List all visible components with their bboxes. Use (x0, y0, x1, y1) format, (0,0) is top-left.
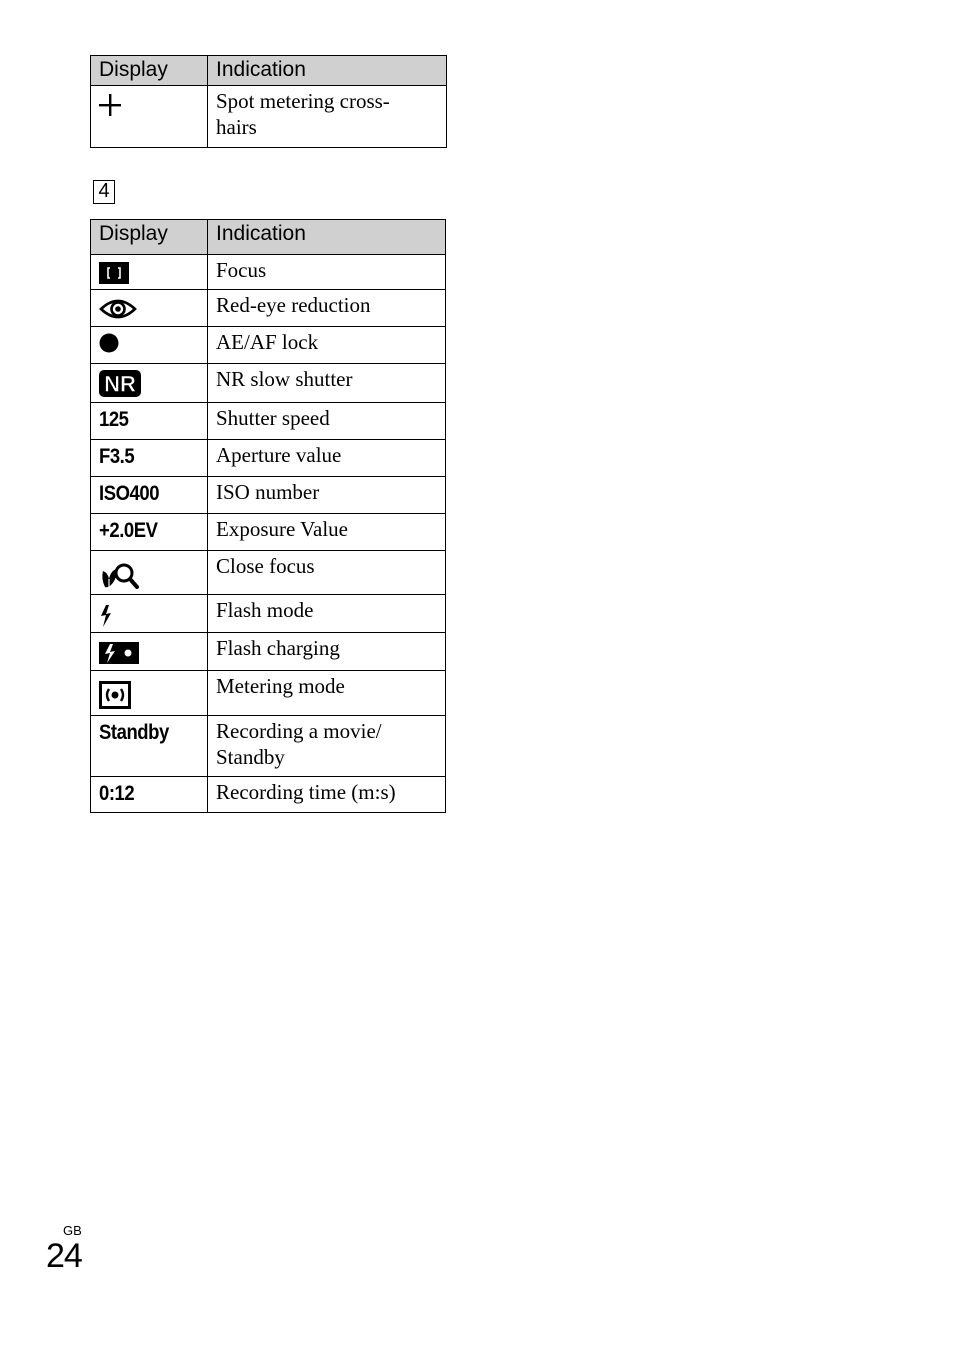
shutter-speed-readout: 125 (99, 408, 129, 431)
table-row (91, 403, 446, 440)
indication-text: Recording time (m:s) (216, 780, 396, 804)
table-row (91, 327, 446, 364)
aperture-readout: F3.5 (99, 445, 135, 468)
table-row (91, 86, 447, 148)
indication-cell (208, 633, 446, 671)
table-row (91, 290, 446, 327)
indication-text: Spot metering cross- hairs (216, 89, 390, 139)
indication-text: Metering mode (216, 674, 345, 698)
display-cell (91, 777, 208, 813)
table-row (91, 514, 446, 551)
table-row (91, 364, 446, 403)
column-header-indication: Indication (208, 220, 446, 255)
indication-text: Recording a movie/ Standby (216, 719, 382, 769)
indication-cell (208, 403, 446, 440)
table-header-row (91, 56, 447, 86)
spot-metering-crosshairs-icon (99, 94, 121, 116)
indication-cell (208, 327, 446, 364)
indication-cell (208, 255, 446, 290)
table-row (91, 716, 446, 777)
display-indication-table-2 (90, 219, 446, 813)
display-cell (91, 403, 208, 440)
focus-frame-icon (99, 262, 129, 284)
flash-mode-icon (99, 605, 113, 627)
display-cell (91, 716, 208, 777)
close-focus-icon (99, 561, 139, 589)
svg-text:NR: NR (104, 371, 136, 397)
indication-text: Shutter speed (216, 406, 330, 430)
display-cell (91, 255, 208, 290)
indication-text: Flash mode (216, 598, 314, 622)
display-cell (91, 290, 208, 327)
indication-text: Red-eye reduction (216, 293, 371, 317)
nr-slow-shutter-icon (99, 370, 141, 397)
display-cell (91, 514, 208, 551)
column-header-display: Display (91, 220, 208, 255)
table-header-row (91, 220, 446, 255)
indication-cell (208, 671, 446, 716)
indication-cell (208, 595, 446, 633)
indication-cell (208, 290, 446, 327)
exposure-value-readout: +2.0EV (99, 519, 158, 542)
metering-mode-icon (99, 681, 131, 709)
table-row (91, 777, 446, 813)
recording-time-readout: 0:12 (99, 782, 135, 805)
display-cell (91, 440, 208, 477)
table-row (91, 595, 446, 633)
indication-cell (208, 551, 446, 595)
page-number: 24 (46, 1237, 82, 1275)
display-cell (91, 364, 208, 403)
indication-cell (208, 477, 446, 514)
table-row (91, 477, 446, 514)
iso-readout: ISO400 (99, 482, 160, 505)
table-row (91, 255, 446, 290)
flash-charging-icon (99, 642, 139, 664)
display-cell (91, 327, 208, 364)
indication-text: AE/AF lock (216, 330, 319, 354)
display-cell (91, 551, 208, 595)
page-region-label: GB (63, 1223, 82, 1238)
indication-cell (208, 440, 446, 477)
indication-text: ISO number (216, 480, 320, 504)
table-row (91, 440, 446, 477)
table-row (91, 551, 446, 595)
recording-status-readout: Standby (99, 721, 169, 744)
table-row (91, 671, 446, 716)
indication-text: Flash charging (216, 636, 340, 660)
column-header-indication: Indication (208, 56, 447, 86)
red-eye-reduction-icon (99, 297, 137, 321)
ae-af-lock-icon (99, 333, 121, 355)
indication-text: NR slow shutter (216, 367, 353, 391)
column-header-display: Display (91, 56, 208, 86)
display-cell (91, 633, 208, 671)
display-cell (91, 477, 208, 514)
indication-cell (208, 86, 447, 148)
indication-text: Focus (216, 258, 267, 282)
table-row (91, 633, 446, 671)
indication-cell (208, 364, 446, 403)
indication-text: Exposure Value (216, 517, 348, 541)
indication-cell (208, 514, 446, 551)
display-cell (91, 671, 208, 716)
indication-cell (208, 777, 446, 813)
display-indication-table-1 (90, 55, 447, 148)
indication-cell (208, 716, 446, 777)
section-marker: 4 (93, 180, 115, 204)
indication-text: Close focus (216, 554, 315, 578)
indication-text: Aperture value (216, 443, 342, 467)
display-cell (91, 595, 208, 633)
display-cell (91, 86, 208, 148)
